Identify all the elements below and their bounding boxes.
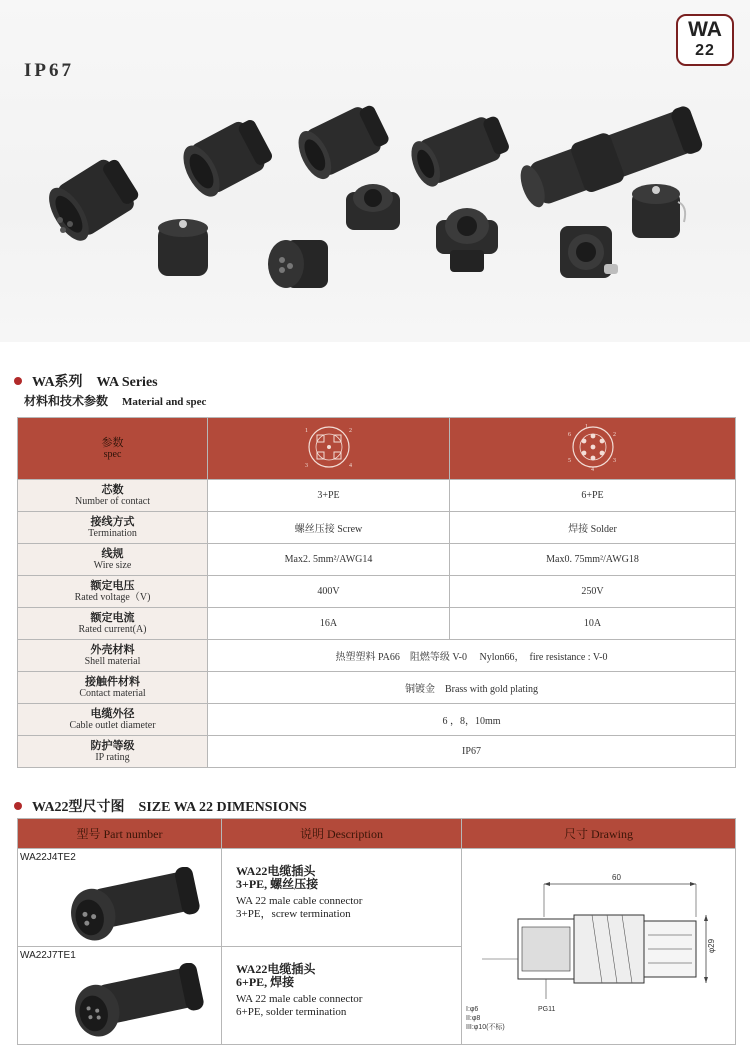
spec-value-merged: 6 ，8，10mm [208, 704, 736, 736]
drawing-cell [462, 849, 736, 1045]
spec-value-6pe: 焊接 Solder [450, 512, 736, 544]
part-number: WA22J7TE1 [20, 950, 76, 961]
spec-label: 额定电流 Rated current(A) [18, 608, 208, 640]
spec-header-label: 参数 spec [18, 418, 208, 480]
connector-photo-2 [170, 112, 280, 212]
spec-label: 电缆外径 Cable outlet diameter [18, 704, 208, 736]
dimension-drawing [462, 849, 734, 1049]
pin-label: 1 [304, 428, 308, 434]
connector-photo-10 [556, 220, 622, 284]
dimension-row [18, 849, 736, 947]
connector-photo-3 [285, 100, 395, 190]
spec-value-6pe: 250V [450, 576, 736, 608]
badge-line-2: 22 [695, 42, 715, 59]
pin-label: 1 [584, 424, 588, 430]
spec-row [18, 576, 736, 608]
pin-label: 6 [567, 432, 571, 438]
spec-value-merged: IP67 [208, 736, 736, 768]
spec-label: 线规 Wire size [18, 544, 208, 576]
pin-label: 4 [348, 463, 352, 469]
spec-value-3pe: 螺丝压接 Screw [208, 512, 450, 544]
spec-label: 接触件材料 Contact material [18, 672, 208, 704]
dimensions-table [17, 818, 736, 1045]
spec-row [18, 544, 736, 576]
spec-row [18, 512, 736, 544]
series-subheading: 材料和技术参数 Material and spec [24, 394, 207, 408]
connector-photo-6 [152, 212, 214, 282]
description-cell: WA22电缆插头 6+PE, 焊接 WA 22 male cable connector 6+PE, solder termination [222, 947, 462, 1045]
spec-label: 外壳材料 Shell material [18, 640, 208, 672]
column-drawing: 尺寸 Drawing [462, 819, 736, 849]
connector-photo-4 [398, 112, 518, 194]
connector-photo-7 [262, 232, 334, 294]
spec-value-merged: 热塑塑料 PA66 阻燃等级 V-0 Nylon66， fire resistance : V-0 [208, 640, 736, 672]
spec-label: 额定电压 Rated voltage（V) [18, 576, 208, 608]
spec-value-3pe: Max2. 5mm²/AWG14 [208, 544, 450, 576]
badge-line-1: WA [688, 18, 722, 41]
connector-photo-9 [434, 202, 500, 274]
spec-label: 芯数 Number of contact [18, 480, 208, 512]
page-title: IP67 [24, 60, 74, 81]
pg-label: PG11 [538, 1006, 556, 1013]
dimensions-header-row [18, 819, 736, 849]
note-line: I:φ6 [466, 1006, 479, 1013]
spec-value-6pe: 6+PE [450, 480, 736, 512]
note-line: III:φ10(不标) [466, 1024, 505, 1031]
spec-row [18, 736, 736, 768]
bullet-icon [14, 802, 22, 810]
series-badge [676, 14, 734, 66]
spec-value-3pe: 400V [208, 576, 450, 608]
spec-value-3pe: 3+PE [208, 480, 450, 512]
column-description: 说明 Description [222, 819, 462, 849]
spec-row [18, 704, 736, 736]
pin-label: 4 [590, 467, 594, 472]
column-part-number: 型号 Part number [18, 819, 222, 849]
diameter-label: φ29 [707, 938, 716, 953]
pin-layout-4-icon [299, 422, 359, 472]
spec-row [18, 608, 736, 640]
spec-row [18, 480, 736, 512]
part-cell [18, 849, 222, 947]
bullet-icon [14, 377, 22, 385]
pin-layout-7-icon [563, 422, 623, 472]
connector-photo-11 [626, 178, 694, 242]
pin-diagram-3pe [208, 418, 450, 480]
spec-row [18, 672, 736, 704]
spec-table [17, 417, 736, 768]
connector-image-1 [54, 867, 204, 943]
spec-row [18, 640, 736, 672]
connector-photo-8 [342, 178, 404, 234]
note-line: II:φ8 [466, 1015, 481, 1022]
pin-label: 2 [612, 432, 616, 438]
pin-label: 2 [348, 428, 352, 434]
part-cell [18, 947, 222, 1045]
spec-label: 接线方式 Termination [18, 512, 208, 544]
spec-value-merged: 铜镀金 Brass with gold plating [208, 672, 736, 704]
pin-diagram-6pe [450, 418, 736, 480]
spec-label: 防护等级 IP rating [18, 736, 208, 768]
length-label: 60 [612, 873, 621, 882]
connector-photo-1 [40, 150, 150, 260]
dimensions-heading: WA22型尺寸图 SIZE WA 22 DIMENSIONS [14, 796, 307, 816]
spec-header-row [18, 418, 736, 480]
spec-value-6pe: Max0. 75mm²/AWG18 [450, 544, 736, 576]
connector-image-2 [58, 963, 208, 1039]
pin-label: 5 [567, 458, 571, 464]
spec-value-6pe: 10A [450, 608, 736, 640]
series-heading: WA系列 WA Series [14, 371, 158, 391]
description-cell: WA22电缆插头 3+PE, 螺丝压接 WA 22 male cable connector 3+PE，screw termination [222, 849, 462, 947]
part-number: WA22J4TE2 [20, 852, 76, 863]
spec-value-3pe: 16A [208, 608, 450, 640]
pin-label: 3 [612, 458, 616, 464]
pin-label: 3 [304, 463, 308, 469]
